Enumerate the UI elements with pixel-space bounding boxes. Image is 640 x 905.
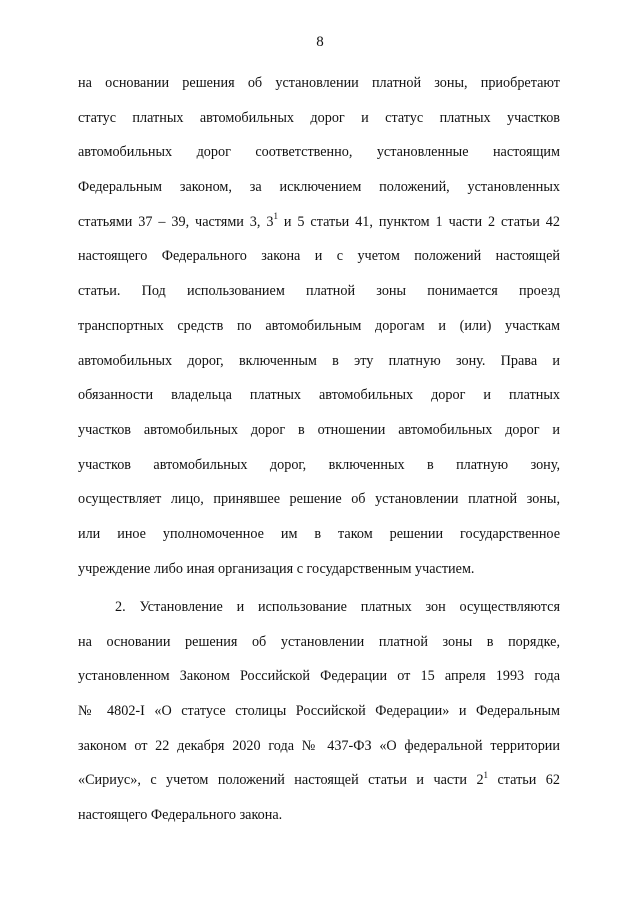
text-line: Федеральным законом, за исключением положений, установленных [78,179,560,196]
text-line: участков автомобильных дорог, включенных в платную зону, [78,456,560,473]
text-line: участков автомобильных дорог в отношении автомобильных дорог и [78,421,560,438]
text-line: или иное уполномоченное им в таком решении государственное [78,525,560,542]
text-line: 2. Установление и использование платных зон осуществляются [115,599,560,615]
text-line: транспортных средств по автомобильным дорогам и (или) участкам [78,317,560,334]
text-line: настоящего Федерального закона и с учетом положений настоящей [78,248,560,265]
text-line: учреждение либо иная организация с государственным участием. [78,560,475,577]
text-fragment: статьями 37 – 39, частями 3, 3 [78,213,274,230]
text-line: обязанности владельца платных автомобильных дорог и платных [78,387,560,404]
text-fragment: статьи 62 [488,772,560,789]
text-line: автомобильных дорог соответственно, установленные настоящим [78,144,560,161]
text-line: настоящего Федерального закона. [78,807,283,824]
text-fragment: «Сириус», с учетом положений настоящей статьи и части 2 [78,772,484,789]
text-line: осуществляет лицо, принявшее решение об установлении платной зоны, [78,491,560,508]
text-line: установленном Законом Российской Федерации от 15 апреля 1993 года [78,668,560,685]
page-number: 8 [316,34,324,50]
text-line: статьи. Под использованием платной зоны понимается проезд [78,283,560,300]
text-line [78,205,560,240]
text-fragment: и 5 статьи 41, пунктом 1 части 2 статьи 42 [277,213,560,230]
paragraph-2 [78,590,560,833]
superscript: 1 [273,211,278,222]
text-line: статус платных автомобильных дорог и статус платных участков [78,109,560,126]
paragraph-1 [78,66,560,586]
text-line: на основании решения об установлении платной зоны в порядке, [78,633,560,650]
text-line [78,763,560,798]
text-line: автомобильных дорог, включенным в эту платную зону. Права и [78,352,560,369]
text-line: законом от 22 декабря 2020 года № 437-ФЗ «О федеральной территории [78,737,560,754]
text-line: на основании решения об установлении платной зоны, приобретают [78,75,560,91]
text-line: № 4802-I «О статусе столицы Российской Федерации» и Федеральным [78,703,560,720]
superscript: 1 [483,769,489,780]
